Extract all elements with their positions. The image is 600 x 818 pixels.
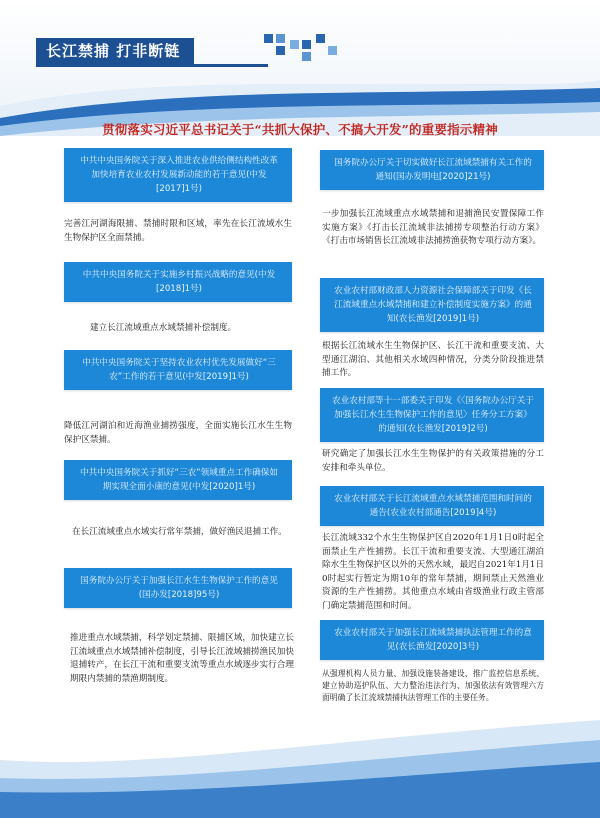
section-label: 长江禁捕 打非断链 <box>36 38 194 64</box>
pixel-cubes-decoration <box>262 30 342 66</box>
policy-document-box <box>320 486 544 526</box>
policy-document-box <box>320 388 544 442</box>
policy-document-title: 农业农村部关于加强长江流域禁捕执法管理工作的意见(农长渔发[2020]3号) <box>334 628 532 652</box>
policy-document-box <box>320 150 544 190</box>
policy-summary: 从强理机构人员力量、加强设施装备建设、推广监控信息系统、建立协助巡护队伍、大力整治违法行为、加强依法有效管理六方面明确了长江流域禁捕执法管理工作的主要任务。 <box>322 669 544 702</box>
policy-document-title: 中共中央国务院关于抓好“三农”领域重点工作确保如期实现全面小康的意见(中发[2020]1号) <box>80 468 278 492</box>
policy-summary: 建立长江流域重点水域禁捕补偿制度。 <box>90 323 237 333</box>
policy-document-title: 农业农村部等十一部委关于印发《〈国务院办公厅关于加强长江水生生物保护工作的意见〉任务分工方案》的通知(农长渔发[2019]2号) <box>332 396 534 434</box>
policy-summary: 推进重点水域禁捕，科学划定禁捕、限捕区域，加快建立长江流域重点水域禁捕补偿制度，引导长江流域捕捞渔民加快退捕转产，在长江干流和重要支流等重点水域逐步实行合理期限内禁捕的禁渔期制度。 <box>70 633 294 684</box>
policy-document-title: 农业农村部关于长江流域重点水域禁捕范围和时间的通告(农业农村部通告[2019]4号) <box>334 494 532 518</box>
policy-document-box <box>320 278 544 332</box>
policy-document-box <box>64 568 292 608</box>
policy-document-title: 国务院办公厅关于加强长江水生生物保护工作的意见(国办发[2018]95号) <box>80 576 278 600</box>
policy-document-title: 农业农村部财政部人力资源社会保障部关于印发《长江流域重点水域禁捕和建立补偿制度实施方案》的通知(农长渔发[2019]1号) <box>334 286 532 324</box>
policy-summary: 根据长江流域水生生物保护区、长江干流和重要支流、大型通江湖泊、其他相关水域四种情况，分类分阶段推进禁捕工作。 <box>322 341 544 378</box>
bottom-wave-decoration <box>0 700 600 818</box>
policy-document-title: 中共中央国务院关于实施乡村振兴战略的意见(中发[2018]1号) <box>82 270 276 294</box>
policy-summary: 长江流域332个水生生物保护区自2020年1月1日0时起全面禁止生产性捕捞。长江干流和重要支流、大型通江湖泊除水生生物保护区以外的天然水域，最迟自2021年1月1日0时起实行暂定为期10年的常年禁捕，期间禁止天然渔业资源的生产性捕捞。其他重点水域由省级渔业行政主管部门确定禁捕范围和时间。 <box>322 533 544 611</box>
policy-summary: 降低江河湖泊和近海渔业捕捞强度，全面实施长江水生生物保护区禁捕。 <box>64 421 292 445</box>
policy-document-box <box>64 148 292 202</box>
policy-summary: 研究确定了加强长江水生生物保护的有关政策措施的分工安排和牵头单位。 <box>322 449 544 473</box>
page-title: 贯彻落实习近平总书记关于“共抓大保护、不搞大开发”的重要指示精神 <box>102 122 498 137</box>
policy-document-title: 国务院办公厅关于切实做好长江流域禁捕有关工作的通知(国办发明电[2020]21号) <box>334 158 532 182</box>
policy-summary: 完善江河湖海限捕、禁捕时限和区域，率先在长江流域水生生物保护区全面禁捕。 <box>64 219 292 243</box>
policy-document-box <box>64 460 292 500</box>
policy-document-box <box>320 620 544 660</box>
policy-summary: 一步加强长江流域重点水域禁捕和退捕渔民安置保障工作实施方案》《打击长江流域非法捕捞专项整治行动方案》《打击市场销售长江流域非法捕捞渔获物专项行动方案》。 <box>322 209 544 246</box>
policy-summary: 在长江流域重点水域实行常年禁捕，做好渔民退捕工作。 <box>72 527 287 537</box>
policy-document-box <box>64 350 292 390</box>
policy-document-title: 中共中央国务院关于深入推进农业供给侧结构性改革加快培育农业农村发展新动能的若干意见(中发[2017]1号) <box>80 156 278 194</box>
policy-document-box <box>64 262 292 302</box>
policy-document-title: 中共中央国务院关于坚持农业农村优先发展做好“三农”工作的若干意见(中发[2019]1号) <box>82 358 276 382</box>
header-underline <box>36 64 268 67</box>
